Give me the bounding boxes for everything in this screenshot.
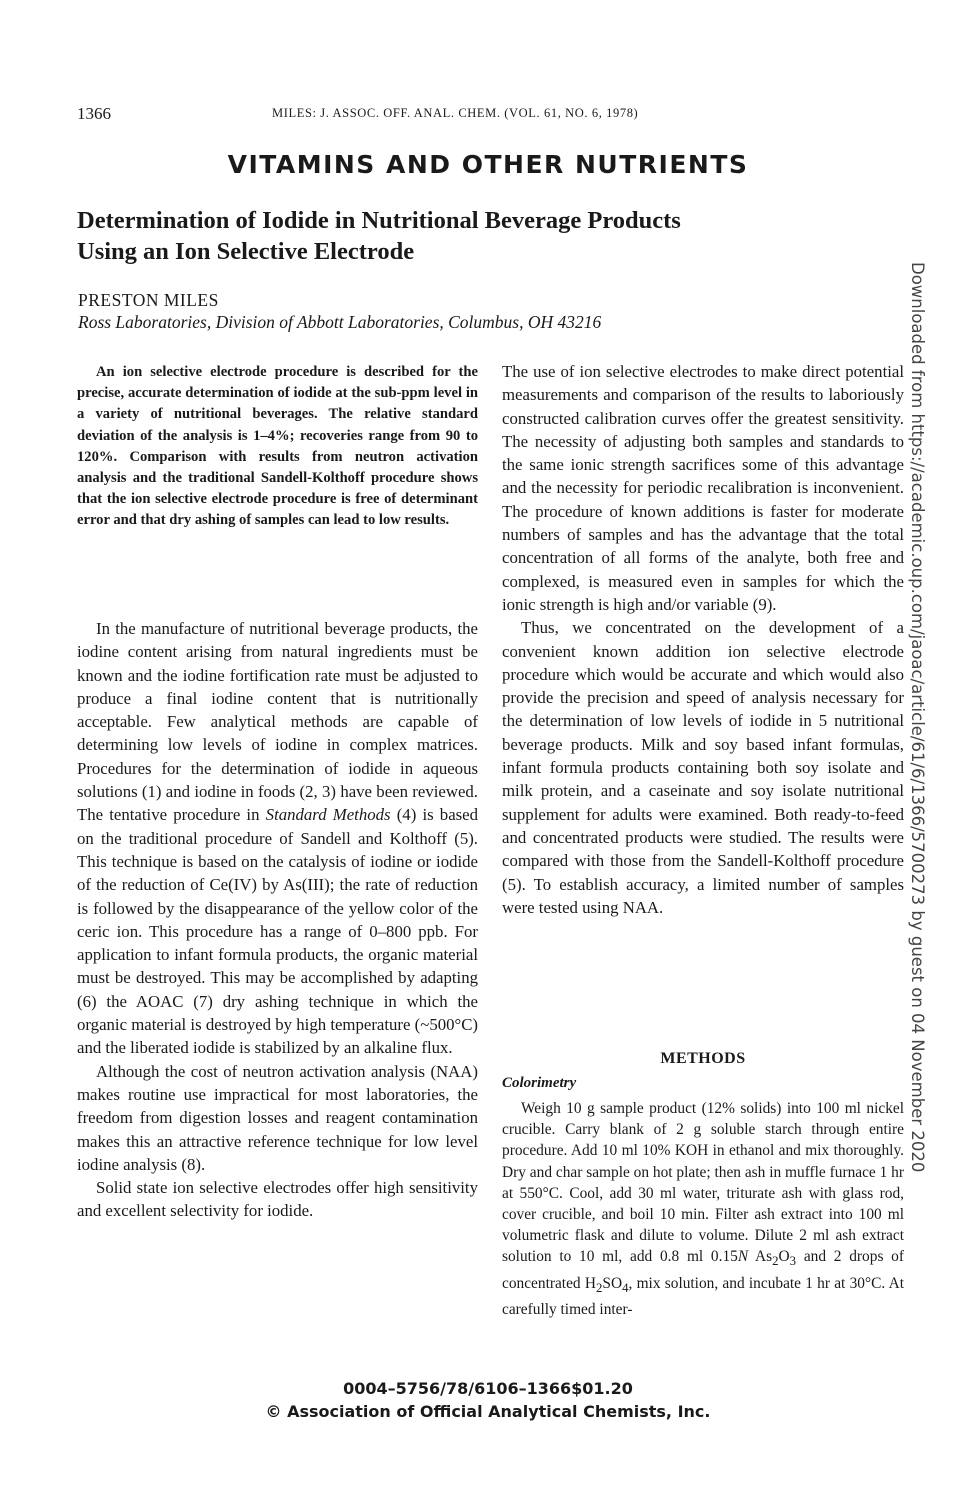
methods-heading: METHODS xyxy=(660,1050,746,1067)
subscript: 3 xyxy=(789,1254,797,1269)
download-watermark-link[interactable]: Downloaded from https://academic.oup.com/jaoac/article/61/6/1366/5700273 by guest on 04 November 2020 xyxy=(908,262,927,1173)
colorimetry-subheading: Colorimetry xyxy=(502,1075,577,1091)
subscript: 2 xyxy=(595,1280,603,1295)
text-run: In the manufacture of nutritional beverage products, the iodine content arising from natural ingredients must be known and the iodine fortification rate must be adjusted to produce a final iodine content that is nutritionally acceptable. Few analytical methods are capable of determining low levels of iodine in complex matrices. Procedures for the determination of iodide in aqueous solutions (1) and iodine in foods (2, 3) have been reviewed. The tentative procedure in xyxy=(77,619,478,825)
body-column-left xyxy=(77,617,478,1223)
section-title: VITAMINS AND OTHER NUTRIENTS xyxy=(227,150,749,179)
footer-code: 0004–5756/78/6106–1366$01.20 xyxy=(343,1379,633,1398)
footer-copyright: © Association of Official Analytical Chemists, Inc. xyxy=(265,1402,711,1421)
italic-reference: Standard Methods xyxy=(265,805,391,825)
subscript: 4 xyxy=(622,1280,629,1295)
body-column-right xyxy=(502,360,904,919)
body-paragraph: Thus, we concentrated on the development of a convenient known addition ion selective electrode procedure which would be accurate and which would also provide the precision and speed of analysis necessary for the determination of low levels of iodide in 5 nutritional beverage products. Milk and soy based infant formulas, infant formula products containing both soy isolate and milk protein, and a caseinate and soy isolate nutritional supplement for adults were examined. Both ready-to-feed and concentrated products were studied. The results were compared with those from the Sandell-Kolthoff procedure (5). To establish accuracy, a limited number of samples were tested using NAA. xyxy=(502,618,904,917)
body-paragraph: Solid state ion selective electrodes offer high sensitivity and excellent selectivity for iodide. xyxy=(77,1178,478,1221)
abstract: An ion selective electrode procedure is described for the precise, accurate determination of iodide at the sub-ppm level in a variety of nutritional beverages. The relative standard deviation of the analysis is 1–4%; recoveries range from 90 to 120%. Comparison with results from neutron activation analysis and the traditional Sandell-Kolthoff procedure shows that the ion selective electrode procedure is free of determinant error and that dry ashing of samples can lead to low results. xyxy=(77,364,478,529)
article-title-line-2: Using an Ion Selective Electrode xyxy=(77,238,415,265)
article-title xyxy=(77,205,907,267)
text-run: and 2 drops of concentrated H xyxy=(502,1248,904,1292)
author-affiliation: Ross Laboratories, Division of Abbott Laboratories, Columbus, OH 43216 xyxy=(78,312,602,332)
text-run: (4) is based on the traditional procedure of Sandell and Kolthoff (5). This technique is based on the catalysis of iodine or iodide of the reduction of Ce(IV) by As(III); the rate of reduction is followed by the disappearance of the yellow color of the ceric ion. This procedure has a range of 0–800 ppb. For application to infant formula products, the organic material must be destroyed. This may be accomplished by adapting (6) the AOAC (7) dry ashing technique in which the organic material is destroyed by high temperature (~500°C) and the liberated iodide is stabilized by an alkaline flux. xyxy=(77,805,479,1058)
text-run: , mix solution, and incubate 1 hr at 30°C. At carefully timed inter- xyxy=(502,1274,905,1318)
text-run: As xyxy=(755,1248,773,1266)
body-paragraph: Although the cost of neutron activation analysis (NAA) makes routine use impractical for most laboratories, the freedom from digestion losses and reagent contamination makes this an attractive reference technique for low level iodine analysis (8). xyxy=(77,1061,478,1174)
methods-paragraph xyxy=(502,1098,904,1320)
text-run: SO xyxy=(602,1274,623,1292)
body-paragraph xyxy=(77,617,478,1060)
running-head: MILES: J. ASSOC. OFF. ANAL. CHEM. (VOL. 61, NO. 6, 1978) xyxy=(272,106,639,120)
text-run: Weigh 10 g sample product (12% solids) into 100 ml nickel crucible. Carry blank of 2 g soluble starch through entire procedure. Add 10 ml 10% KOH in ethanol and mix thoroughly. Dry and char sample on hot plate; then ash in muffle furnace 1 hr at 550°C. Cool, add 30 ml water, triturate ash with glass rod, cover crucible, and boil 10 min. Filter ash extract into 100 ml volumetric flask and dilute to volume. Dilute 2 ml ash extract solution to 10 ml, add 0.8 ml 0.15 xyxy=(502,1100,904,1266)
page-number: 1366 xyxy=(77,104,111,123)
italic-unit: N xyxy=(737,1248,749,1266)
text-run: O xyxy=(778,1248,790,1266)
article-title-line-1: Determination of Iodide in Nutritional Beverage Products xyxy=(77,207,681,234)
subscript: 2 xyxy=(772,1254,779,1269)
author-name: PRESTON MILES xyxy=(78,290,219,310)
body-paragraph: The use of ion selective electrodes to make direct potential measurements and comparison of the results to laboriously constructed calibration curves offer the greatest sensitivity. The necessity of adjusting both samples and standards to the same ionic strength sacrifices some of this advantage and the necessity for periodic recalibration is inconvenient. The procedure of known additions is faster for moderate numbers of samples and has the advantage that the total concentration of all forms of the analyte, both free and complexed, is measured even in samples for which the ionic strength is high and/or variable (9). xyxy=(502,362,904,614)
